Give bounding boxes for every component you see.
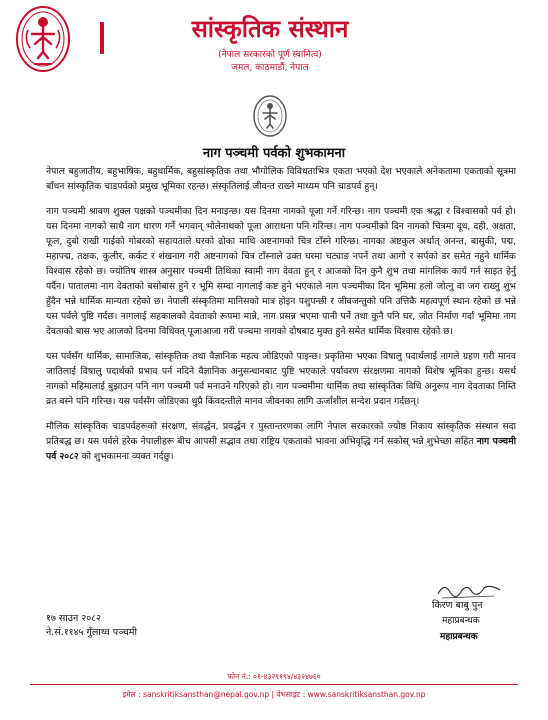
organization-subtitle: (नेपाल सरकारको पूर्ण स्वामित्व) bbox=[218, 50, 322, 60]
wishes-text-start: मौलिक सांस्कृतिक चाडपर्वहरूको संरक्षण, संवर्द्धन, प्रवर्द्धन र पुस्तान्तरणका लागि नेपाल सरकारको ज्योष्ठ निकाय सांस्कृतिक संस्थान सदा प्रतिबद्ध छ। यस पर्वले हरेक नेपालीहरू बीच आपसी सद्भाव तथा राष्ट्रिय एकताको भावना अभिवृद्धि गर्न सकोस् भन्ने शुभेच्छा सहित bbox=[46, 421, 516, 447]
website-link[interactable]: www.sanskritiksansthan.gov.np bbox=[307, 690, 426, 699]
signer-name: किरण बाबु पुन bbox=[432, 600, 483, 611]
letter-body bbox=[46, 164, 516, 474]
organization-address: जमल, काठमाडौं, नेपाल bbox=[231, 63, 309, 73]
signer-role-stamp: महाप्रबन्धक bbox=[440, 632, 478, 642]
wishes-festival-name: नाग पञ्चमी पर्व २०८२ bbox=[46, 436, 516, 462]
organization-name: सांस्कृतिक संस्थान bbox=[191, 15, 349, 43]
wishes-text-end: को शुभकामना व्यक्त गर्दछु। bbox=[78, 451, 174, 462]
center-emblem-icon bbox=[252, 94, 288, 138]
header-divider bbox=[100, 22, 104, 54]
website-label: वेभसाइट : bbox=[276, 690, 306, 699]
nepal-sambat-date: ने.सं.११४५ गुँलाथ्व पञ्चमी bbox=[46, 627, 137, 638]
document-title: नाग पञ्चमी पर्वको शुभकामना bbox=[202, 146, 346, 161]
footer-contact: इमेल : sanskritiksansthan@nepal.gov.np | वेभसाइट : www.sanskritiksansthan.gov.np bbox=[122, 690, 426, 699]
footer-phone: फोन नं.: ०१-४३२११९४/४३२४७६० bbox=[227, 672, 321, 681]
email-link[interactable]: sanskritiksansthan@nepal.gov.np bbox=[143, 690, 270, 699]
paragraph-significance: यस पर्वसँग धार्मिक, सामाजिक, सांस्कृतिक तथा वैज्ञानिक महत्व जोडिएको पाइन्छ। प्रकृतिमा भएका विषालु पदार्थलाई नागले ग्रहण गरी मानव जातिलाई विषालु पदार्थको प्रभाव पर्न नदिने वैज्ञानिक अनुसन्धानबाट पुष्टि भएकाले पर्यावरण संरक्षणमा नागको विशेष भूमिका हुन्छ। यसर्थ नागको महिमालाई बुझाउन पनि नाग पञ्चमी पर्व मनाउने गरिएको हो। नाग पञ्चमीमा धार्मिक तथा सांस्कृतिक विधि अनुरूप नाग देवताका निम्ति व्रत बस्ने पनि गरिन्छ। यस पर्वसँग जोडिएका थुप्रै किंवदन्तीले मानव जीवनका लागि ऊर्जाशील सन्देश प्रदान गर्दछन्। bbox=[46, 351, 516, 407]
signer-role: महाप्रबन्धक bbox=[442, 616, 480, 626]
sanskritik-sansthan-logo-icon bbox=[14, 4, 72, 74]
paragraph-wishes bbox=[46, 419, 516, 464]
email-label: इमेल : bbox=[122, 690, 141, 699]
footer-divider bbox=[30, 684, 518, 685]
letter-date: १७ साउन २०८२ bbox=[46, 613, 102, 624]
paragraph-intro: नेपाल बहुजातीय, बहुभाषिक, बहुधार्मिक, बहुसांस्कृतिक तथा भौगोलिक विविधताभित्र एकता भएको देश भएकाले अनेकतामा एकताको सूत्रमा बाँधन सांस्कृतिक चाडपर्वको प्रमुख भूमिका रहन्छ। संस्कृतिलाई जीवन्त राख्ने माध्यम पनि चाडपर्व हुन्। bbox=[46, 166, 516, 192]
paragraph-naag-panchami: नाग पञ्चमी श्रावण शुक्ल पक्षको पञ्चमीका दिन मनाइन्छ। यस दिनमा नागको पूजा गर्ने गरिन्छ। नाग पञ्चमी एक श्रद्धा र विश्वासको पर्व हो। यस दिनमा नागको साथै नाग धारण गर्ने भगवान् भोलेनाथको पूजा आराधना पनि गरिन्छ। नाग पञ्चमीको दिन नागको चित्रमा दूध, दही, अक्षता, फूल, दुबो राखी गाईको गोबरको सहायताले घरको ढोका माथि अष्टनागको चित्र टाँस्ने गरिन्छ। नागका अष्टकुल अर्थात् अनन्त, बासुकी, पद्म, महापद्म, तक्षक, कुलीर, कर्कट र शंखनाग गरी अष्टनागको चित्र टाँस्नाले उक्त घरमा चट्याङ नपर्ने तथा आगो र सर्पको डर समेत नहुने धार्मिक विश्वास रहेको छ। ज्योतिष शास्त्र अनुसार पञ्चमी तिथिका स्वामी नाग देवता हुन् र आजको दिन कुनै शुभ तथा मांगलिक कार्य गर्न साइत हेर्नु पर्दैन। पातालमा नाग देवताको बसोबास हुने र भूमि सम्दा नागलाई कष्ट हुने भएकाले नाग पञ्चमीका दिन भूमिमा हलो जोत्नु वा जग राख्नु शुभ हुँदैन भन्ने धार्मिक मान्यता रहेको छ। नेपाली संस्कृतिमा मानिसको मात्र होइन पशुपन्छी र जीवजन्तुको पनि उत्तिकै महत्वपूर्ण स्थान रहेको छ भन्ने यस पर्वले पुष्टि गर्दछ। नागलाई सहकालको देवताको रूपमा मान्ने, नाग प्रसन्न भएमा पानी पर्ने तथा कुनै पनि घर, जोत निर्माण गर्दा भूमिमा नाग देवताको बास भए आजको दिनमा विधिवत् पूजाआजा गरी पञ्चमा नागको दोषबाट मुक्त हुने समेत धार्मिक विश्वास रहेको छ। bbox=[46, 206, 516, 337]
